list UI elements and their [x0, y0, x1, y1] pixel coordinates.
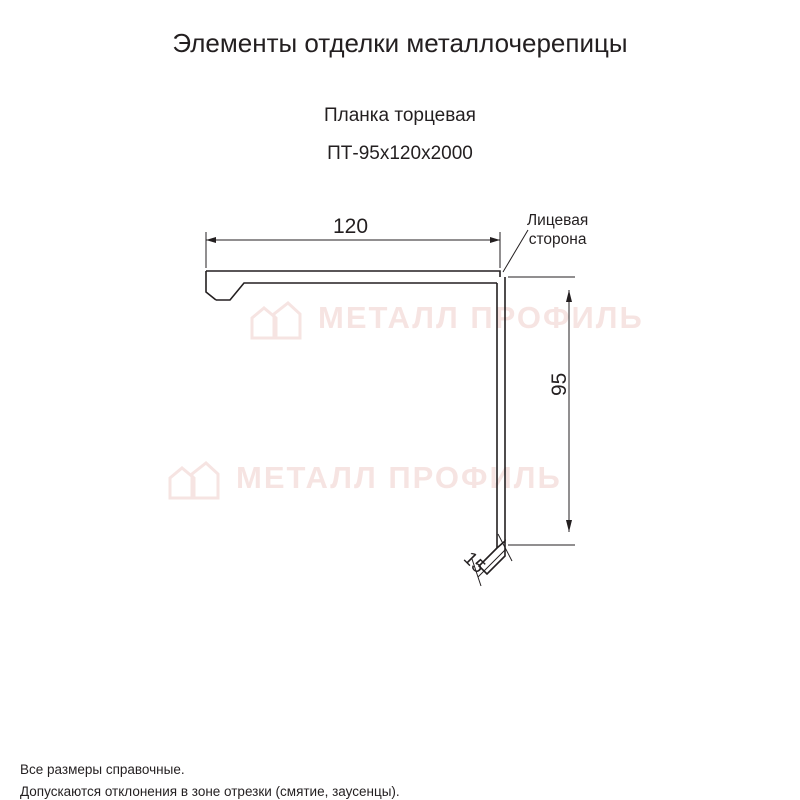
face-side-leader [503, 230, 528, 272]
product-name: Планка торцевая [324, 105, 476, 126]
footnote-line-1: Все размеры справочные. [20, 762, 185, 777]
footnote-line-2: Допускаются отклонения в зоне отрезки (смятие, заусенцы). [20, 784, 400, 799]
profile-outline [206, 271, 505, 574]
dimension-label-95: 95 [548, 372, 571, 396]
product-code: ПТ-95х120х2000 [327, 143, 473, 164]
dimension-95 [508, 277, 575, 545]
dimension-label-15: 15 [459, 548, 489, 578]
face-side-annotation [527, 211, 588, 250]
face-side-line1: Лицевая [527, 212, 589, 229]
watermark-text-top: МЕТАЛЛ ПРОФИЛЬ [318, 300, 644, 335]
page-title: Элементы отделки металлочерепицы [172, 28, 628, 58]
watermark-text-bottom: МЕТАЛЛ ПРОФИЛЬ [236, 460, 562, 495]
dimension-label-120: 120 [333, 215, 369, 238]
face-side-line2: сторона [528, 231, 587, 249]
